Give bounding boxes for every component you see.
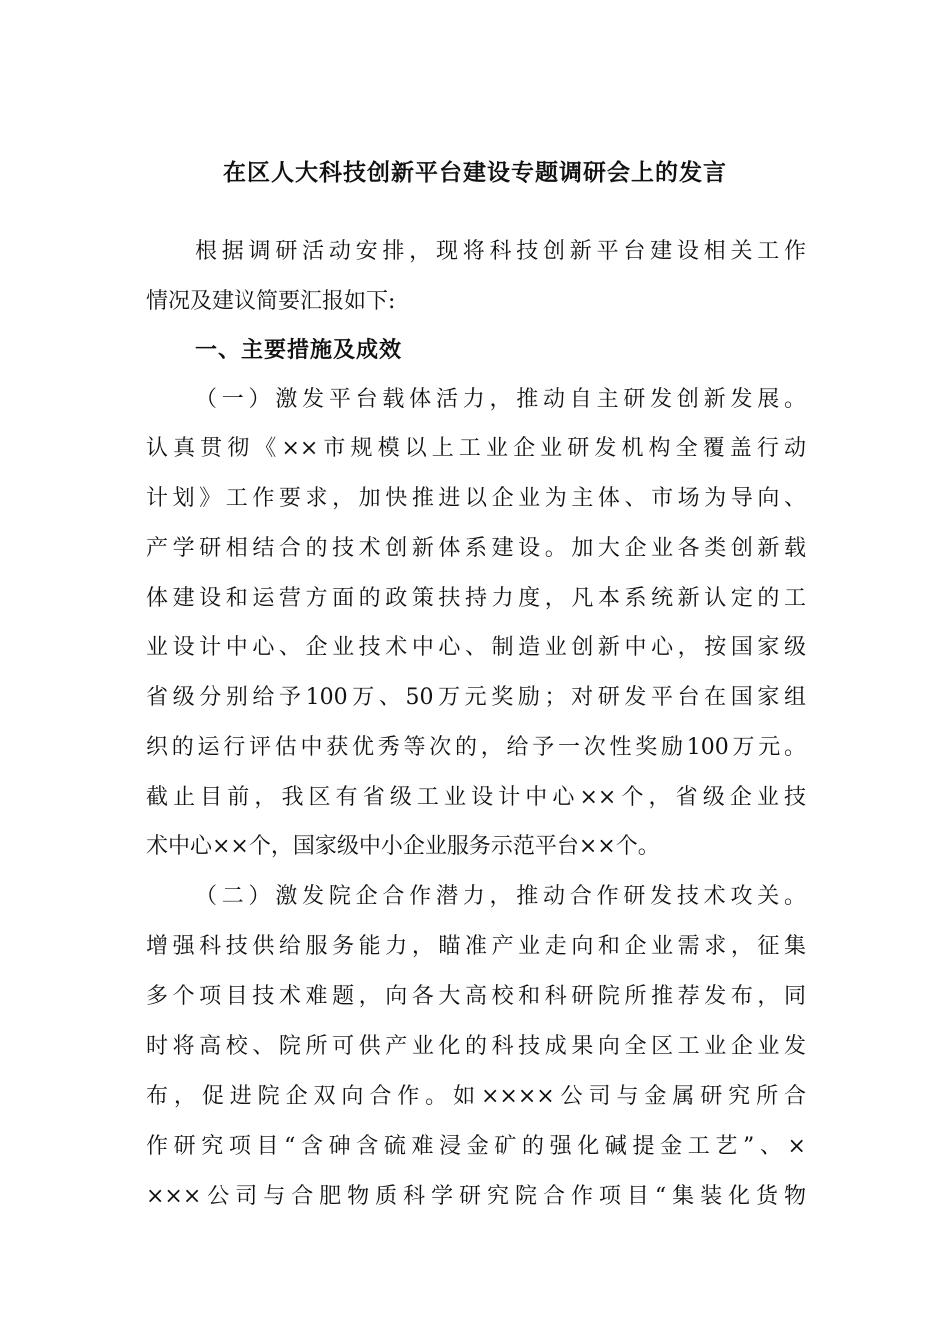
section-heading: 一、主要措施及成效 bbox=[195, 338, 403, 363]
paragraph-line: 认真贯彻《××市规模以上工业企业研发机构全覆盖行动 bbox=[146, 436, 806, 461]
paragraph-line: 织的运行评估中获优秀等次的，给予一次性奖励100万元。 bbox=[146, 735, 806, 760]
paragraph-line: 根据调研活动安排，现将科技创新平台建设相关工作 bbox=[195, 239, 806, 264]
paragraph-line: 多个项目技术难题，向各大高校和科研院所推荐发布，同 bbox=[146, 984, 806, 1009]
paragraph-line: 省级分别给予100万、50万元奖励；对研发平台在国家组 bbox=[146, 685, 806, 710]
document-title: 在区人大科技创新平台建设专题调研会上的发言 bbox=[223, 160, 727, 186]
paragraph-line: 业设计中心、企业技术中心、制造业创新中心，按国家级 bbox=[146, 635, 806, 660]
paragraph-line: 术中心××个，国家级中小企业服务示范平台××个。 bbox=[146, 834, 660, 859]
paragraph-line: ×××公司与合肥物质科学研究院合作项目“集装化货物 bbox=[146, 1184, 806, 1209]
paragraph-line: 计划》工作要求，加快推进以企业为主体、市场为导向、 bbox=[146, 486, 806, 511]
subsection-heading: （二）激发院企合作潜力，推动合作研发技术攻关。 bbox=[195, 884, 806, 909]
paragraph-line: 作研究项目“含砷含硫难浸金矿的强化碱提金工艺”、× bbox=[146, 1134, 806, 1159]
paragraph-line: 增强科技供给服务能力，瞄准产业走向和企业需求，征集 bbox=[146, 934, 806, 959]
paragraph-line: 产学研相结合的技术创新体系建设。加大企业各类创新载 bbox=[146, 536, 806, 561]
paragraph-line: 截止目前，我区有省级工业设计中心××个，省级企业技 bbox=[146, 785, 806, 810]
paragraph-line: 布，促进院企双向合作。如××××公司与金属研究所合 bbox=[146, 1084, 806, 1109]
paragraph-line: 体建设和运营方面的政策扶持力度，凡本系统新认定的工 bbox=[146, 586, 806, 611]
paragraph-line: 时将高校、院所可供产业化的科技成果向全区工业企业发 bbox=[146, 1034, 806, 1059]
subsection-heading: （一）激发平台载体活力，推动自主研发创新发展。 bbox=[195, 387, 806, 412]
paragraph-line: 情况及建议简要汇报如下: bbox=[146, 289, 396, 314]
